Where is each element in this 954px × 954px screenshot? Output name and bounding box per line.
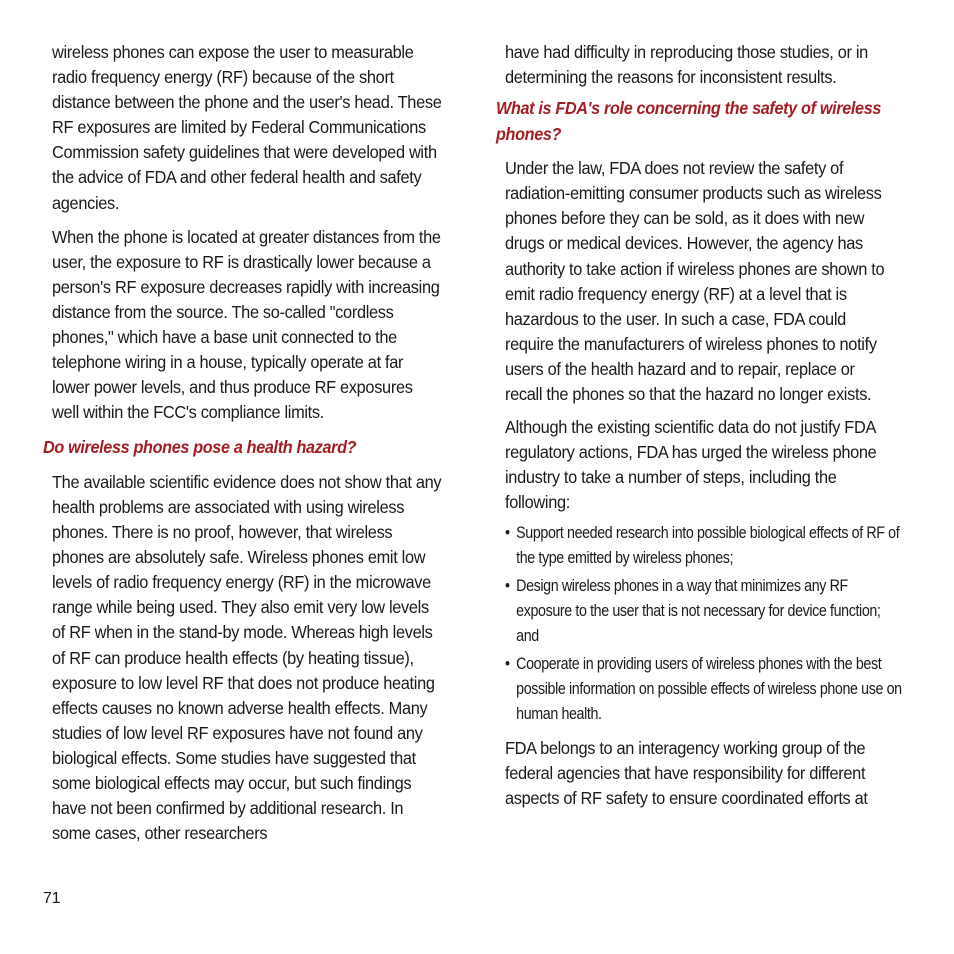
- bullet-icon: •: [505, 575, 510, 595]
- list-item: [505, 520, 903, 570]
- bullet-icon: •: [505, 522, 510, 542]
- list-item-text: Support needed research into possible biological effects of RF of the type emitted by wireless phones;: [516, 522, 900, 567]
- section-heading: What is FDA's role concerning the safety of wireless phones?: [496, 98, 882, 144]
- paragraph: Although the existing scientific data do not justify FDA regulatory actions, FDA has urged the wireless phone industry to take a number of steps, including the following:: [505, 417, 877, 513]
- left-column: [43, 40, 443, 855]
- paragraph: have had difficulty in reproducing those studies, or in determining the reasons for inconsistent results.: [505, 42, 868, 88]
- list-item-text: Cooperate in providing users of wireless phones with the best possible information on possible effects of wireless phone use on human health.: [516, 653, 902, 724]
- bullet-icon: •: [505, 653, 510, 673]
- paragraph: wireless phones can expose the user to measurable radio frequency energy (RF) because of the short distance between the phone and the user's head. These RF exposures are limited by Federal Communications Commission safety guidelines that were developed with the advice of FDA and other federal health and safety agencies.: [52, 42, 442, 213]
- bullet-list: [505, 520, 902, 727]
- right-column: [496, 40, 902, 821]
- paragraph: Under the law, FDA does not review the safety of radiation-emitting consumer products such as wireless phones before they can be sold, as it does with new drugs or medical devices. However, the agency has authority to take action if wireless phones are shown to emit radio frequency energy (RF) at a level that is hazardous to the user. In such a case, FDA could require the manufacturers of wireless phones to notify users of the health hazard and to repair, replace or recall the phones so that the hazard no longer exists.: [505, 158, 885, 405]
- paragraph: FDA belongs to an interagency working group of the federal agencies that have responsibility for different aspects of RF safety to ensure coordinated efforts at: [505, 738, 868, 809]
- section-heading: Do wireless phones pose a health hazard?: [43, 437, 357, 458]
- page-number: 71: [43, 890, 61, 907]
- paragraph: The available scientific evidence does not show that any health problems are associated with using wireless phones. There is no proof, however, that wireless phones are absolutely safe. Wireless phones emit low levels of radio frequency energy (RF) in the microwave range while being used. They also emit very low levels of RF when in the stand-by mode. Whereas high levels of RF can produce health effects (by heating tissue), exposure to low level RF that does not produce heating effects causes no known adverse health effects. Many studies of low level RF exposures have not found any biological effects. Some studies have suggested that some biological effects may occur, but such findings have not been confirmed by additional research. In some cases, other researchers: [52, 471, 442, 844]
- paragraph: When the phone is located at greater distances from the user, the exposure to RF is drastically lower because a person's RF exposure decreases rapidly with increasing distance from the source. The so-called "cordless phones," which have a base unit connected to the telephone wiring in a house, typically operate at far lower power levels, and thus produce RF exposures well within the FCC's compliance limits.: [52, 226, 441, 423]
- list-item-text: Design wireless phones in a way that minimizes any RF exposure to the user that is not necessary for device function; and: [516, 575, 881, 645]
- list-item: [505, 573, 903, 648]
- list-item: [505, 651, 903, 726]
